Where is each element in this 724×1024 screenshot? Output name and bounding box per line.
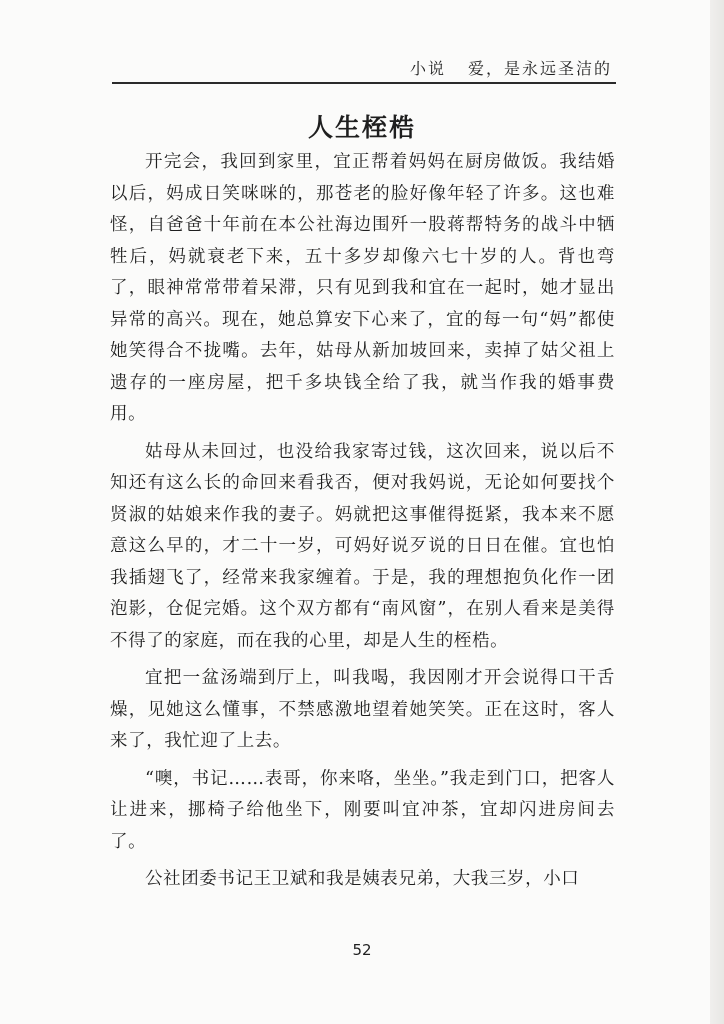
header-story-title: 爱，是永远圣洁的: [467, 59, 612, 78]
running-header: [112, 52, 616, 84]
paragraph-5: 公社团委书记王卫斌和我是姨表兄弟，大我三岁，小口: [145, 869, 580, 889]
chapter-title: 人生桎梏: [307, 113, 416, 142]
header-section: 小说: [409, 59, 446, 78]
page-edge: [710, 0, 724, 1024]
body-text: [110, 147, 615, 896]
paragraph-3: 宜把一盆汤端到厅上，叫我喝，我因刚才开会说得口干舌燥，见她这么懂事，不禁感激地望着她笑笑。正在这时，客人来了，我忙迎了上去。: [110, 668, 615, 751]
paragraph-1: 开完会，我回到家里，宜正帮着妈妈在厨房做饭。我结婚以后，妈成日笑咪咪的，那苍老的脸好像年轻了许多。这也难怪，自爸爸十年前在本公社海边围歼一股蒋帮特务的战斗中牺牲后，妈就衰老下来，五十多岁却像六七十岁的人。背也弯了，眼神常常带着呆滞，只有见到我和宜在一起时，她才显出异常的高兴。现在，她总算安下心来了，宜的每一句“妈”都使她笑得合不拢嘴。去年，姑母从新加坡回来，卖掉了姑父祖上遗存的一座房屋，把千多块钱全给了我，就当作我的婚事费用。: [110, 152, 615, 424]
paragraph-2: 姑母从未回过，也没给我家寄过钱，这次回来，说以后不知还有这么长的命回来看我否，便对我妈说，无论如何要找个贤淑的姑娘来作我的妻子。妈就把这事催得挺紧，我本来不愿意这么早的，才二十一岁，可妈好说歹说的日日在催。宜也怕我插翅飞了，经常来我家缠着。于是，我的理想抱负化作一团泡影，仓促完婚。这个双方都有“南风窗”，在别人看来是美得不得了的家庭，而在我的心里，却是人生的桎梏。: [110, 441, 615, 651]
paragraph-4: “噢，书记……表哥，你来咯，坐坐。”我走到门口，把客人让进来，挪椅子给他坐下，刚要叫宜冲茶，宜却闪进房间去了。: [110, 768, 615, 852]
page-number: 52: [352, 941, 372, 959]
header-text: [410, 56, 612, 79]
